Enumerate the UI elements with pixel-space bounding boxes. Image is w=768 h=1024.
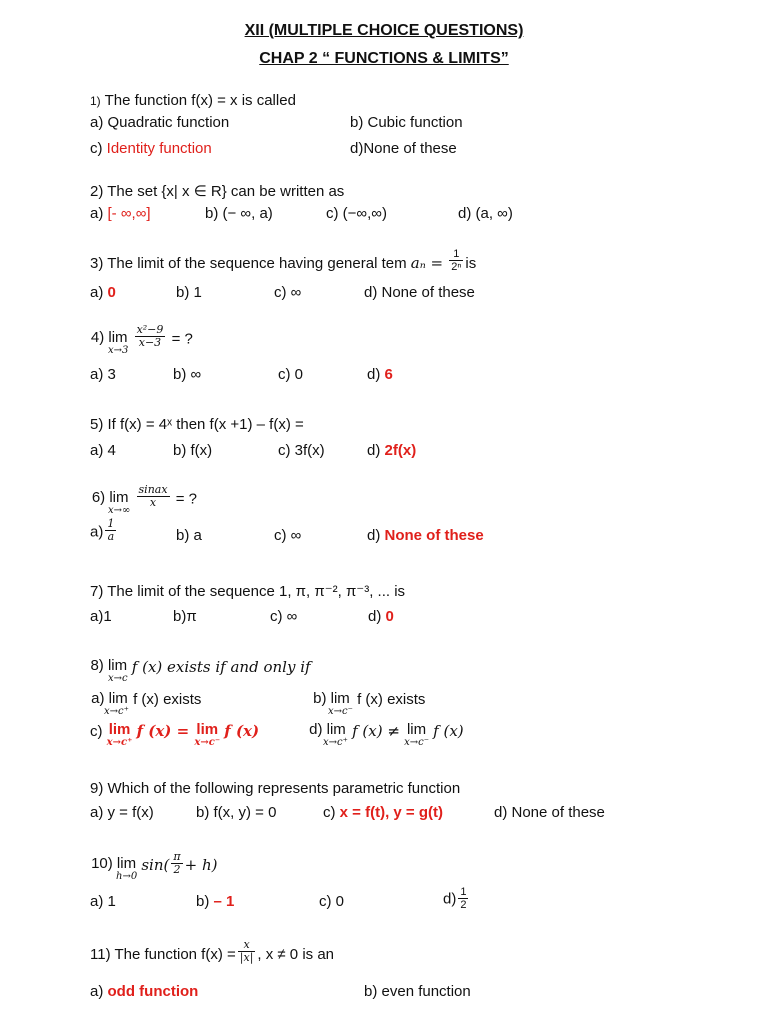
question-4: 4) lim x→3 $\frac{\text{x²−9}}{x-3}$ = ? [90, 323, 193, 356]
q5-option-c: c) 3f(x) [278, 442, 325, 459]
question-5: 5) If f(x) = 4ˣ then f(x +1) – f(x) = [90, 416, 304, 433]
q8-option-c: c) lim x→c⁺ f (x) = lim x→c⁻ f (x) [90, 721, 260, 748]
page-title: XII (MULTIPLE CHOICE QUESTIONS) [244, 22, 524, 39]
q4-option-a: a) 3 [90, 366, 116, 383]
q4-option-d: d) 6 [367, 366, 393, 383]
q4-option-c: c) 0 [278, 366, 304, 383]
q7-option-c: c) ∞ [270, 608, 298, 625]
question-11: 11) The function f(x) = $\frac{x}{|x|}$ , x ≠ 0 is an [90, 937, 335, 964]
q3-option-d: d) None of these [364, 284, 475, 301]
q6-option-a: a) $\frac{1}{a}$ [90, 517, 115, 543]
q3-option-b: b) 1 [176, 284, 202, 301]
question-9: 9) Which of the following represents parametric function [90, 780, 461, 797]
q6-option-c: c) ∞ [274, 527, 302, 544]
q10-option-b: b) – 1 [196, 893, 235, 910]
q11-option-b: b) even function [364, 983, 471, 1000]
question-10: 10) lim h→0 sin( $\frac{\pi}{2}$ + h) [91, 849, 218, 882]
q3-option-c: c) ∞ [274, 284, 302, 301]
q7-option-a: a)1 [90, 608, 112, 625]
q2-option-a: a) [- ∞,∞] [90, 205, 151, 222]
q2-option-b: b) (− ∞, a) [205, 205, 273, 222]
q1-option-a: a) Quadratic function [90, 114, 230, 131]
q9-option-b: b) f(x, y) = 0 [196, 804, 277, 821]
q9-option-c: c) x = f(t), y = g(t) [323, 804, 444, 821]
q9-option-d: d) None of these [494, 804, 605, 821]
q1-option-b: b) Cubic function [350, 114, 463, 131]
q8-option-b: b) lim x→c⁻ f (x) exists [313, 690, 426, 717]
q8-option-d: d) lim x→c⁺ f (x) ≠ lim x→c⁻ f (x) [309, 721, 464, 748]
question-7: 7) The limit of the sequence 1, π, π⁻², π⁻³, ... is [90, 583, 406, 600]
question-2: 2) The set {x| x ∈ R} can be written as [90, 183, 345, 200]
q5-option-b: b) f(x) [173, 442, 213, 459]
question-3: 3) The limit of the sequence having general tem aₙ = $\frac{1}{\text{2ⁿ}}$ is [90, 247, 477, 273]
q7-option-d: d) 0 [368, 608, 394, 625]
q5-option-d: d) 2f(x) [367, 442, 417, 459]
q9-option-a: a) y = f(x) [90, 804, 154, 821]
q11-option-a: a) odd function [90, 983, 199, 1000]
question-1: 1) The function f(x) = x is called [90, 92, 296, 109]
q6-option-b: b) a [176, 527, 202, 544]
q7-option-b: b)π [173, 608, 197, 625]
question-6: 6) lim x→∞ $\frac{\text{sinax}}{x}$ = ? [91, 483, 197, 516]
q3-option-a: a) 0 [90, 284, 116, 301]
q4-option-b: b) ∞ [173, 366, 202, 383]
q6-option-d: d) None of these [367, 527, 484, 544]
q10-option-d: d) $\frac{1}{2}$ [443, 886, 467, 911]
question-8: 8) lim x→c f (x) exists if and only if [90, 657, 311, 684]
page-subtitle: CHAP 2 “ FUNCTIONS & LIMITS” [259, 50, 509, 67]
q1-option-c: c) Identity function [90, 140, 212, 157]
q10-option-a: a) 1 [90, 893, 116, 910]
q10-option-c: c) 0 [319, 893, 345, 910]
q8-option-a: a) lim x→c⁺ f (x) exists [91, 690, 202, 717]
q2-option-c: c) (−∞,∞) [326, 205, 387, 222]
q1-option-d: d)None of these [350, 140, 457, 157]
q5-option-a: a) 4 [90, 442, 116, 459]
q2-option-d: d) (a, ∞) [458, 205, 513, 222]
